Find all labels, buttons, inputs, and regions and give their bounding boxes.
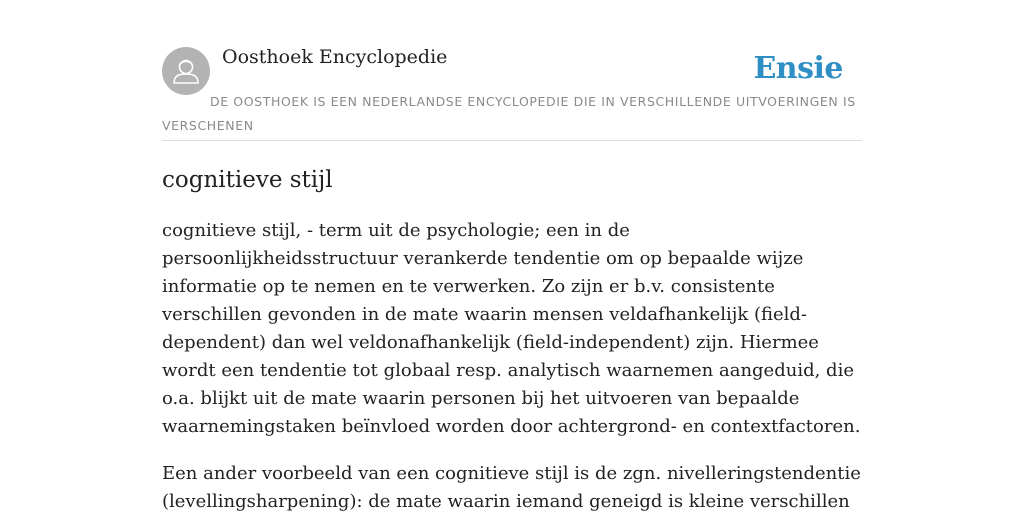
- user-silhouette-icon[interactable]: [162, 47, 210, 95]
- article-paragraph-1: cognitieve stijl, - term uit de psychologie; een in de persoonlijkheidsstructuur verankerde tendentie om op bepaalde wijze informatie op te nemen en te verwerken. Zo zijn er b.v. consistente verschillen gevonden in de mate waarin mensen veldafhankelijk (field-dependent) dan wel veldonafhankelijk (field-independent) zijn. Hiermee wordt een tendentie tot globaal resp. analytisch waarnemen aangeduid, die o.a. blijkt uit de mate waarin personen bij het uitvoeren van bepaalde waarnemingstaken beïnvloed worden door achtergrond- en contextfactoren.: [162, 220, 861, 437]
- page-title: cognitieve stijl: [162, 167, 333, 193]
- page: [162, 0, 862, 512]
- header: [162, 0, 862, 141]
- article-paragraph-2: Een ander voorbeeld van een cognitieve stijl is de zgn. nivelleringstendentie (levellingsharpening): de mate waarin iemand geneigd is kleine verschillen: [162, 463, 861, 512]
- brand-logo[interactable]: Ensie: [753, 51, 843, 86]
- site-title[interactable]: Oosthoek Encyclopedie: [222, 46, 448, 68]
- site-tagline: DE OOSTHOEK IS EEN NEDERLANDSE ENCYCLOPEDIE DIE IN VERSCHILLENDE UITVOERINGEN IS VERSCHENEN: [162, 94, 856, 133]
